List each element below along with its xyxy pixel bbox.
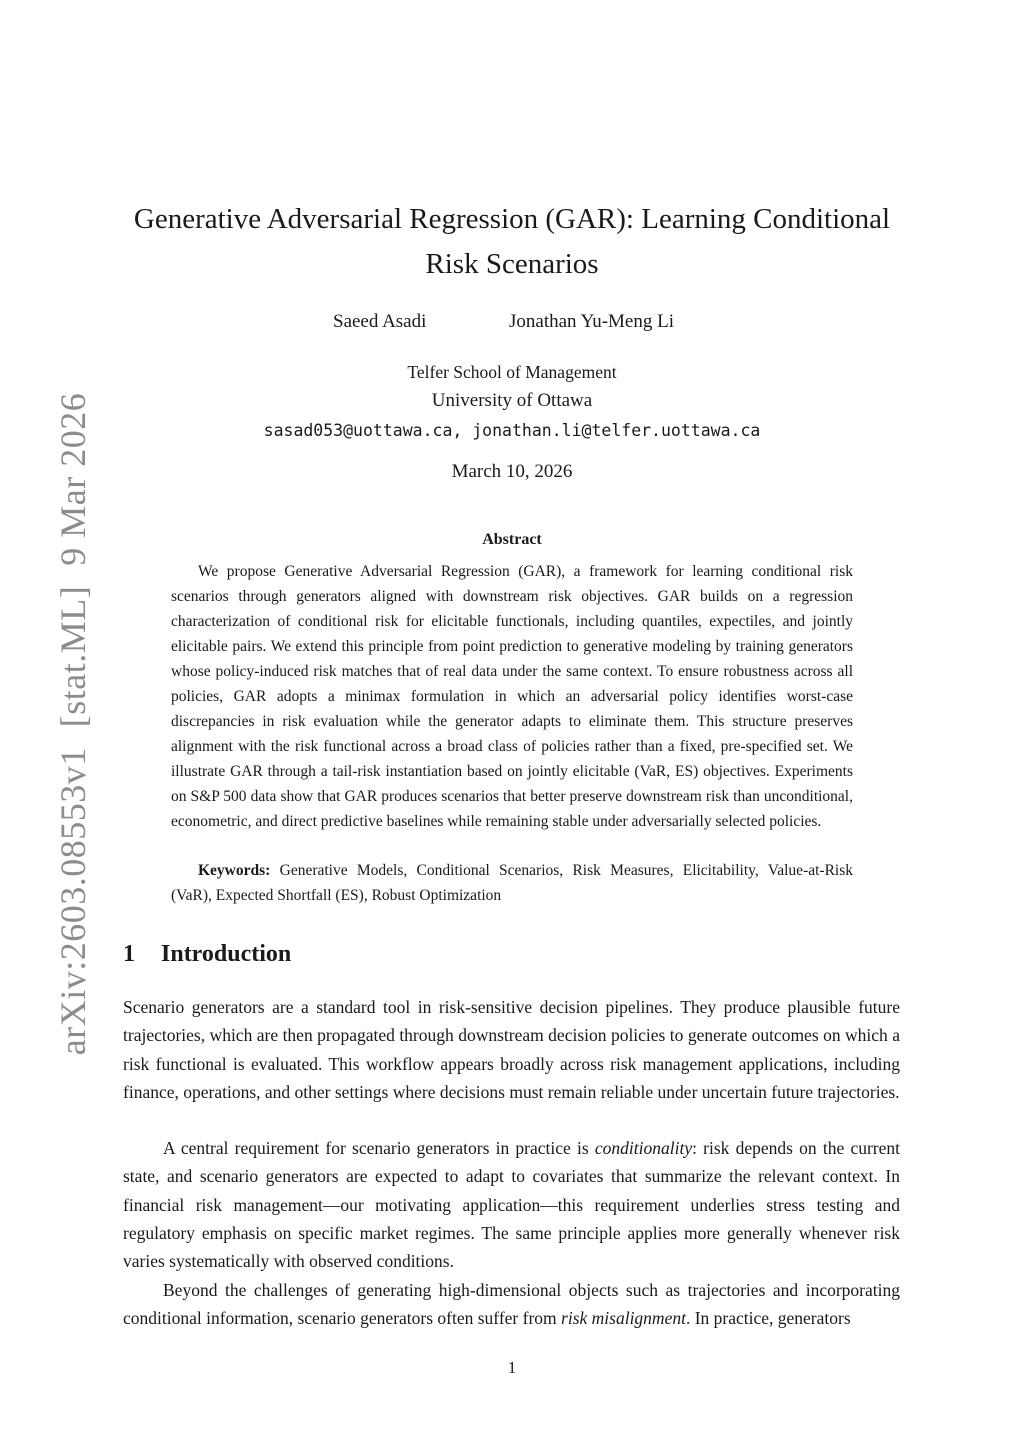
paragraph-text: A central requirement for scenario generators in practice is xyxy=(163,1138,595,1158)
body-paragraph xyxy=(123,1276,900,1333)
abstract-heading: Abstract xyxy=(482,531,542,548)
keywords-label: Keywords: xyxy=(198,862,271,879)
arxiv-id: arXiv:2603.08553v1 xyxy=(53,747,93,1056)
paragraph-text: Beyond the challenges of generating high-dimensional objects such as trajectories and incorporating conditional information, scenario generators often suffer from xyxy=(123,1280,900,1329)
paper-title: Generative Adversarial Regression (GAR): Learning Conditional Risk Scenarios xyxy=(133,203,891,280)
keywords-text: Generative Models, Conditional Scenarios, Risk Measures, Elicitability, Value-at-Risk (VaR), Expected Shortfall (ES), Robust Optimization xyxy=(171,862,854,904)
author-emails: sasad053@uottawa.ca, jonathan.li@telfer.uottawa.ca xyxy=(263,421,761,440)
section-number: 1 xyxy=(123,941,135,967)
paper-date: March 10, 2026 xyxy=(451,461,573,482)
paragraph-text: : risk depends on the current state, and scenario generators are expected to adapt to covariates that summarize the relevant context. In financial risk management—our motivating application—this requirement underlies stress testing and regulatory emphasis on specific market regimes. The same principle applies more generally whenever risk varies systematically with observed conditions. xyxy=(123,1138,901,1272)
author-name: Saeed Asadi xyxy=(333,311,427,332)
arxiv-date: 9 Mar 2026 xyxy=(53,392,93,566)
section-title: Introduction xyxy=(161,941,292,967)
abstract-text: We propose Generative Adversarial Regression (GAR), a framework for learning conditional risk scenarios through generators aligned with downstream risk objectives. GAR builds on a regression characterization of conditional risk for elicitable functionals, including quantiles, expectiles, and jointly elicitable pairs. We extend this principle from point prediction to generative modeling by training generators whose policy-induced risk matches that of real data under the same context. To ensure robustness across all policies, GAR adopts a minimax formulation in which an adversarial policy identifies worst-case discrepancies in risk evaluation while the generator adapts to eliminate them. This structure preserves alignment with the risk functional across a broad class of policies rather than a fixed, pre-specified set. We illustrate GAR through a tail-risk instantiation based on jointly elicitable (VaR, ES) objectives. Experiments on S&P 500 data show that GAR produces scenarios that better preserve downstream risk than unconditional, econometric, and direct predictive baselines while remaining stable under adversarially selected policies. xyxy=(171,563,853,830)
paragraph-text: . In practice, generators xyxy=(685,1308,851,1329)
body-paragraph xyxy=(123,1134,900,1275)
arxiv-category: [stat.ML] xyxy=(53,585,93,728)
affiliation-university: University of Ottawa xyxy=(431,390,593,411)
section-heading xyxy=(123,941,291,968)
author-name: Jonathan Yu-Meng Li xyxy=(509,311,674,332)
body-paragraph: Scenario generators are a standard tool in risk-sensitive decision pipelines. They produce plausible future trajectories, which are then propagated through downstream decision policies to generate outcomes on which a risk functional is evaluated. This workflow appears broadly across risk management applications, including finance, operations, and other settings where decisions must remain reliable under uncertain future trajectories. xyxy=(123,997,900,1102)
author-list xyxy=(0,311,1024,337)
emphasis-text: conditionality xyxy=(594,1138,693,1158)
keywords xyxy=(171,858,853,908)
arxiv-stamp xyxy=(52,393,94,1055)
emphasis-text: risk misalignment xyxy=(561,1308,686,1329)
affiliation-school: Telfer School of Management xyxy=(407,362,617,382)
page-number: 1 xyxy=(507,1358,517,1377)
